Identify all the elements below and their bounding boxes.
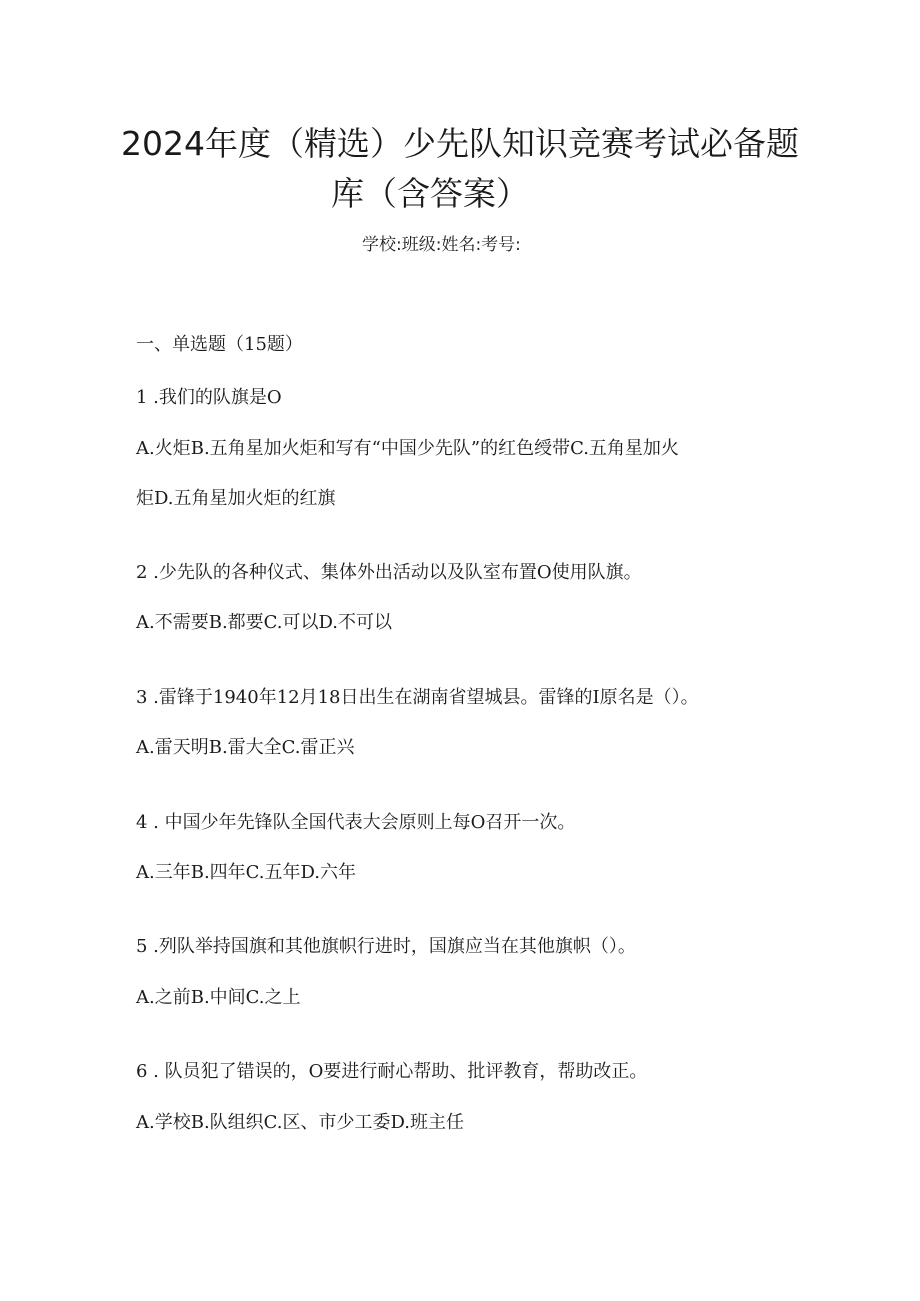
question-1-text: 1 .我们的队旗是O [136,387,282,408]
document-title-line2: 库（含答案） [331,174,529,213]
question-4-options: A.三年B.四年C.五年D.六年 [136,862,357,883]
question-2-text: 2 .少先队的各种仪式、集体外出活动以及队室布置O使用队旗。 [136,562,642,583]
question-5-text: 5 .列队举持国旗和其他旗帜行进时，国旗应当在其他旗帜（）。 [136,936,636,957]
question-2-options: A.不需要B.都要C.可以D.不可以 [136,612,393,633]
question-6-text: 6 . 队员犯了错误的，O要进行耐心帮助、批评教育，帮助改正。 [136,1061,648,1082]
question-3-text: 3 .雷锋于1940年12月18日出生在湖南省望城县。雷锋的I原名是（）。 [136,687,699,708]
question-1-options-line1: A.火炬B.五角星加火炬和写有“中国少先队”的红色绶带C.五角星加火 [136,438,679,459]
question-6-options: A.学校B.队组织C.区、市少工委D.班主任 [136,1112,465,1133]
document-title-line1: 2024年度（精选）少先队知识竞赛考试必备题 [121,124,799,163]
question-5-options: A.之前B.中间C.之上 [136,987,301,1008]
question-3-options: A.雷天明B.雷大全C.雷正兴 [136,737,355,758]
question-1-options-line2: 炬D.五角星加火炬的红旗 [136,488,336,509]
question-4-text: 4 . 中国少年先锋队全国代表大会原则上每O召开一次。 [136,812,576,833]
student-info-line: 学校:班级:姓名:考号: [362,235,521,255]
section-heading: 一、单选题（15题） [136,334,303,355]
